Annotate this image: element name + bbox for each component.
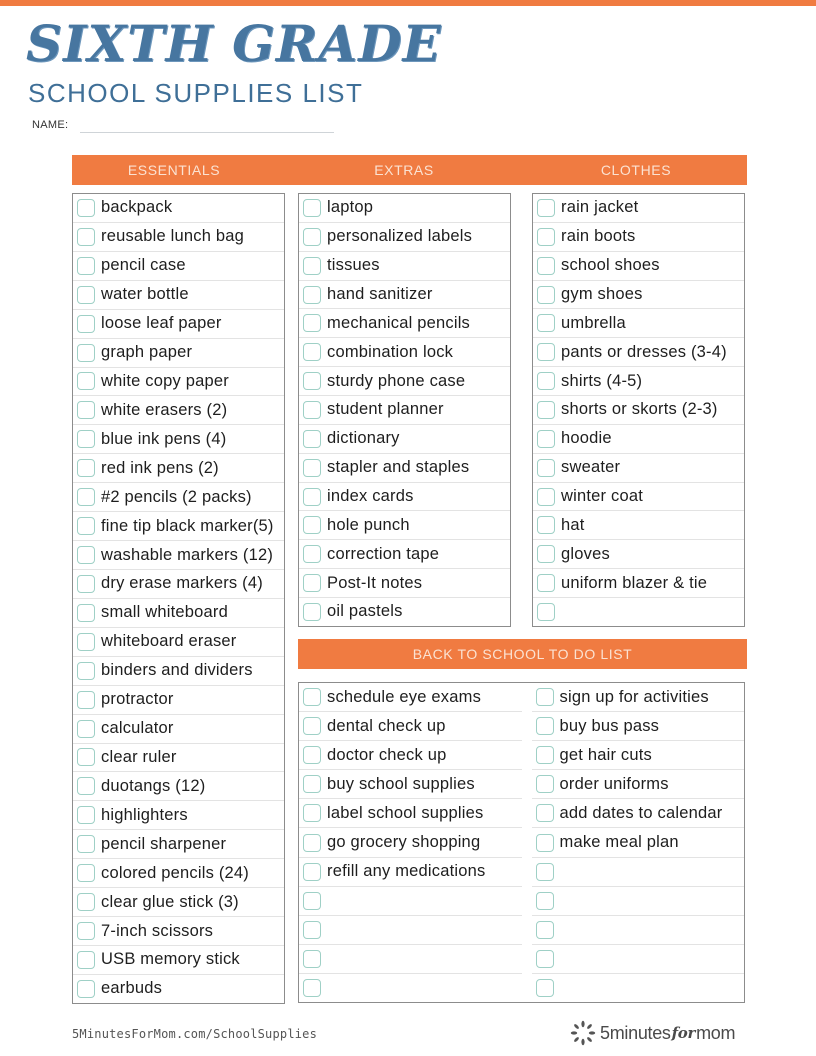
checkbox[interactable]	[303, 199, 321, 217]
header-clothes: CLOTHES	[600, 162, 672, 178]
checklist-item[interactable]	[299, 598, 510, 626]
checklist-item-label: clear ruler	[101, 747, 177, 766]
checklist-item[interactable]	[299, 683, 522, 712]
checklist-item-label: combination lock	[327, 342, 454, 361]
checklist-item[interactable]	[299, 540, 510, 569]
checklist-item-label: label school supplies	[327, 803, 484, 822]
checklist-item-label: hole punch	[327, 515, 410, 534]
checkbox[interactable]	[77, 980, 95, 998]
checkbox[interactable]	[303, 775, 321, 793]
checklist-item[interactable]	[299, 425, 510, 454]
checklist-item[interactable]	[73, 570, 284, 599]
checklist-item-label: fine tip black marker(5)	[101, 516, 274, 535]
checklist-item[interactable]	[73, 396, 284, 425]
checkbox[interactable]	[77, 691, 95, 709]
checklist-item[interactable]	[533, 454, 744, 483]
flower-burst-icon	[570, 1020, 596, 1046]
checklist-item[interactable]	[73, 744, 284, 773]
checklist-item[interactable]	[533, 396, 744, 425]
checklist-item[interactable]	[299, 281, 510, 310]
checkbox[interactable]	[303, 545, 321, 563]
checklist-item-label: USB memory stick	[101, 950, 240, 969]
checkbox[interactable]	[536, 979, 554, 997]
checkbox[interactable]	[303, 921, 321, 939]
checklist-item[interactable]	[73, 917, 284, 946]
checklist-item[interactable]	[73, 541, 284, 570]
checkbox[interactable]	[77, 488, 95, 506]
checkbox[interactable]	[77, 257, 95, 275]
checkbox[interactable]	[303, 257, 321, 275]
checklist-item-label: reusable lunch bag	[101, 227, 245, 246]
checklist-item-label: doctor check up	[327, 745, 447, 764]
checklist-item-label: white copy paper	[101, 371, 229, 390]
checklist-item-label: school shoes	[561, 256, 660, 275]
checklist-item[interactable]	[299, 945, 522, 974]
name-label: NAME:	[32, 119, 69, 131]
checklist-item[interactable]	[299, 828, 522, 857]
checklist-item-label: student planner	[327, 400, 444, 419]
checkbox[interactable]	[77, 430, 95, 448]
checklist-item-label: buy school supplies	[327, 774, 475, 793]
checklist-item[interactable]	[73, 194, 284, 223]
checklist-item[interactable]	[533, 569, 744, 598]
checkbox[interactable]	[537, 372, 555, 390]
checklist-item[interactable]	[73, 281, 284, 310]
checkbox[interactable]	[303, 950, 321, 968]
checklist-item[interactable]	[532, 945, 745, 974]
checklist-item[interactable]	[73, 830, 284, 859]
todo-list-left	[299, 683, 522, 1002]
todo-column-left	[299, 683, 522, 1002]
checklist-item-label: correction tape	[327, 544, 440, 563]
checklist-item[interactable]	[299, 396, 510, 425]
checkbox[interactable]	[77, 893, 95, 911]
checklist-item-label: loose leaf paper	[101, 314, 222, 333]
checklist-item-label: pencil case	[101, 256, 186, 275]
checklist-item-label: blue ink pens (4)	[101, 429, 227, 448]
checkbox[interactable]	[537, 314, 555, 332]
checklist-item[interactable]	[73, 512, 284, 541]
checklist-item[interactable]	[73, 339, 284, 368]
checklist-item[interactable]	[73, 599, 284, 628]
checkbox[interactable]	[303, 746, 321, 764]
checklist-item[interactable]	[299, 916, 522, 945]
checkbox[interactable]	[303, 603, 321, 621]
checklist-item[interactable]	[299, 799, 522, 828]
checkbox[interactable]	[537, 257, 555, 275]
checkbox[interactable]	[537, 228, 555, 246]
checklist-item-label: whiteboard eraser	[101, 632, 237, 651]
checklist-item[interactable]	[73, 975, 284, 1003]
checklist-item-label: small whiteboard	[101, 603, 229, 622]
checkbox[interactable]	[77, 315, 95, 333]
checklist-item-label: 7-inch scissors	[101, 921, 214, 940]
checkbox[interactable]	[77, 459, 95, 477]
checkbox[interactable]	[303, 286, 321, 304]
checkbox[interactable]	[303, 459, 321, 477]
checklist-item-label: clear glue stick (3)	[101, 892, 239, 911]
checkbox[interactable]	[77, 344, 95, 362]
checkbox[interactable]	[537, 401, 555, 419]
checklist-item[interactable]	[73, 628, 284, 657]
checkbox[interactable]	[536, 775, 554, 793]
section-header-bar	[72, 155, 747, 185]
checklist-item-label: sign up for activities	[559, 687, 709, 706]
checklist-item-label: colored pencils (24)	[101, 863, 249, 882]
checklist-item[interactable]	[532, 974, 745, 1002]
checklist-item-label: Post-It notes	[327, 573, 423, 592]
checkbox[interactable]	[303, 834, 321, 852]
checkbox[interactable]	[537, 545, 555, 563]
checklist-item[interactable]	[533, 425, 744, 454]
checklist-item[interactable]	[533, 194, 744, 223]
checkbox[interactable]	[303, 688, 321, 706]
top-accent-bar	[0, 0, 816, 6]
checkbox[interactable]	[77, 401, 95, 419]
checklist-item-label: duotangs (12)	[101, 776, 206, 795]
checkbox[interactable]	[77, 806, 95, 824]
clothes-list	[533, 194, 744, 626]
checkbox[interactable]	[303, 401, 321, 419]
checklist-item[interactable]	[73, 946, 284, 975]
checklist-item-label: hoodie	[561, 429, 612, 448]
checklist-item-label: refill any medications	[327, 862, 486, 881]
essentials-list	[73, 194, 284, 1003]
checklist-item[interactable]	[532, 858, 745, 887]
checklist-item[interactable]	[73, 454, 284, 483]
checkbox[interactable]	[303, 804, 321, 822]
checklist-item[interactable]	[533, 223, 744, 252]
checklist-item[interactable]	[533, 598, 744, 626]
checklist-item-label: earbuds	[101, 979, 163, 998]
checklist-item-label: gym shoes	[561, 285, 643, 303]
checklist-item-label: add dates to calendar	[559, 803, 723, 822]
checkbox[interactable]	[537, 343, 555, 361]
checklist-item[interactable]	[73, 888, 284, 917]
header-extras: EXTRAS	[374, 162, 434, 178]
checklist-item[interactable]	[299, 569, 510, 598]
checklist-item-label: personalized labels	[327, 227, 473, 246]
checklist-item-label: washable markers (12)	[101, 545, 274, 564]
checkbox[interactable]	[77, 864, 95, 882]
checklist-item[interactable]	[532, 770, 745, 799]
checklist-item-label: uniform blazer & tie	[561, 573, 708, 592]
checklist-item[interactable]	[299, 223, 510, 252]
checklist-item-label: graph paper	[101, 343, 193, 362]
checklist-item-label: rain boots	[561, 227, 636, 246]
checklist-item[interactable]	[73, 859, 284, 888]
checkbox[interactable]	[537, 459, 555, 477]
checklist-item-label: winter coat	[561, 487, 643, 506]
checkbox[interactable]	[536, 863, 554, 881]
checklist-item[interactable]	[299, 770, 522, 799]
checklist-item[interactable]	[532, 741, 745, 770]
todo-list-right	[532, 683, 745, 1002]
checklist-item-label: backpack	[101, 198, 173, 217]
todo-list-box	[298, 682, 745, 1003]
checkbox[interactable]	[536, 950, 554, 968]
checklist-item-label: rain jacket	[561, 198, 639, 217]
checkbox[interactable]	[77, 286, 95, 304]
checklist-item[interactable]	[533, 511, 744, 540]
checklist-item-label: calculator	[101, 719, 174, 738]
clothes-list-box	[532, 193, 745, 627]
checkbox[interactable]	[77, 748, 95, 766]
checkbox[interactable]	[303, 717, 321, 735]
checkbox[interactable]	[77, 922, 95, 940]
checklist-item[interactable]	[73, 686, 284, 715]
checklist-item[interactable]	[299, 858, 522, 887]
logo-text-mom: mom	[696, 1022, 736, 1043]
checklist-item-label: index cards	[327, 487, 414, 506]
checklist-item-label: order uniforms	[559, 774, 669, 793]
checkbox[interactable]	[303, 228, 321, 246]
checklist-item[interactable]	[73, 801, 284, 830]
checkbox[interactable]	[303, 516, 321, 534]
checkbox[interactable]	[77, 372, 95, 390]
checkbox[interactable]	[77, 546, 95, 564]
checklist-item-label: dry erase markers (4)	[101, 574, 263, 593]
checkbox[interactable]	[77, 662, 95, 680]
checklist-item-label: dictionary	[327, 429, 400, 448]
checklist-item[interactable]	[299, 194, 510, 223]
checklist-item[interactable]	[73, 483, 284, 512]
checkbox[interactable]	[303, 892, 321, 910]
checkbox[interactable]	[77, 228, 95, 246]
checklist-item-label: red ink pens (2)	[101, 458, 219, 477]
checklist-item[interactable]	[533, 309, 744, 338]
checklist-item[interactable]	[299, 454, 510, 483]
checklist-item[interactable]	[533, 540, 744, 569]
checklist-item[interactable]	[73, 252, 284, 281]
checklist-item[interactable]	[73, 425, 284, 454]
logo-text-for: for	[671, 1024, 696, 1042]
name-field-row	[32, 119, 334, 131]
checklist-item[interactable]	[299, 309, 510, 338]
checkbox[interactable]	[537, 488, 555, 506]
checklist-item[interactable]	[532, 799, 745, 828]
checklist-item[interactable]	[533, 483, 744, 512]
logo-text-5minutes: 5minutes	[600, 1022, 671, 1043]
checkbox[interactable]	[77, 835, 95, 853]
checkbox[interactable]	[536, 834, 554, 852]
checkbox[interactable]	[303, 979, 321, 997]
checkbox[interactable]	[303, 372, 321, 390]
checkbox[interactable]	[77, 951, 95, 969]
checklist-item[interactable]	[299, 338, 510, 367]
checkbox[interactable]	[77, 604, 95, 622]
checklist-item[interactable]	[532, 828, 745, 857]
checkbox[interactable]	[77, 720, 95, 738]
checkbox[interactable]	[536, 746, 554, 764]
checklist-item-label: get hair cuts	[559, 745, 652, 764]
checklist-item[interactable]	[299, 712, 522, 741]
checklist-item-label: stapler and staples	[327, 458, 470, 477]
checklist-item-label: highlighters	[101, 805, 188, 824]
checkbox[interactable]	[303, 574, 321, 592]
checklist-item[interactable]	[299, 974, 522, 1002]
checklist-item-label: sturdy phone case	[327, 371, 466, 390]
header-essentials: ESSENTIALS	[127, 162, 221, 178]
checklist-item[interactable]	[299, 741, 522, 770]
checkbox[interactable]	[77, 777, 95, 795]
checklist-item-label: gloves	[561, 544, 610, 563]
checklist-item-label: make meal plan	[559, 833, 679, 852]
checklist-item[interactable]	[532, 916, 745, 945]
checkbox[interactable]	[536, 688, 554, 706]
checklist-item[interactable]	[299, 483, 510, 512]
essentials-list-box	[72, 193, 285, 1004]
checklist-item[interactable]	[73, 368, 284, 397]
checklist-item[interactable]	[533, 367, 744, 396]
checklist-item-label: umbrella	[561, 313, 626, 332]
checklist-item-label: water bottle	[101, 285, 189, 304]
checkbox[interactable]	[537, 603, 555, 621]
checklist-item-label: oil pastels	[327, 602, 403, 621]
checklist-item-label: binders and dividers	[101, 661, 253, 680]
checkbox[interactable]	[303, 488, 321, 506]
checklist-item-label: dental check up	[327, 716, 446, 735]
checkbox[interactable]	[536, 892, 554, 910]
checkbox[interactable]	[303, 863, 321, 881]
checkbox[interactable]	[303, 314, 321, 332]
checkbox[interactable]	[537, 199, 555, 217]
checkbox[interactable]	[537, 516, 555, 534]
checklist-item[interactable]	[533, 338, 744, 367]
checklist-item-label: white erasers (2)	[101, 400, 228, 419]
todo-column-right	[522, 683, 745, 1002]
checkbox[interactable]	[77, 575, 95, 593]
extras-list-box	[298, 193, 511, 627]
checklist-item[interactable]	[299, 252, 510, 281]
checklist-item[interactable]	[532, 683, 745, 712]
checklist-item-label: shorts or skorts (2-3)	[561, 400, 718, 419]
checklist-item-label: schedule eye exams	[327, 687, 482, 706]
checkbox[interactable]	[537, 574, 555, 592]
header-todo: BACK TO SCHOOL TO DO LIST	[412, 646, 633, 662]
checkbox[interactable]	[537, 286, 555, 304]
extras-list	[299, 194, 510, 626]
page-title: SIXTH GRADE	[26, 14, 442, 73]
checklist-item[interactable]	[299, 367, 510, 396]
todo-header-bar	[298, 639, 747, 669]
name-input-line[interactable]	[80, 132, 334, 133]
checklist-item[interactable]	[299, 511, 510, 540]
checklist-item-label: #2 pencils (2 packs)	[101, 487, 252, 506]
checkbox[interactable]	[536, 921, 554, 939]
checklist-item-label: laptop	[327, 198, 374, 217]
checkbox[interactable]	[536, 717, 554, 735]
checklist-item[interactable]	[533, 281, 744, 310]
checkbox[interactable]	[77, 633, 95, 651]
checklist-item-label: protractor	[101, 690, 174, 709]
checklist-item-label: mechanical pencils	[327, 313, 471, 332]
checklist-item[interactable]	[73, 310, 284, 339]
checklist-item-label: shirts (4-5)	[561, 371, 643, 390]
checklist-item[interactable]	[73, 772, 284, 801]
footer-url: 5MinutesForMom.com/SchoolSupplies	[72, 1027, 318, 1041]
checklist-item[interactable]	[532, 887, 745, 916]
checkbox[interactable]	[303, 430, 321, 448]
checkbox[interactable]	[77, 199, 95, 217]
checklist-item-label: hat	[561, 515, 585, 534]
checklist-item-label: tissues	[327, 256, 380, 275]
checklist-item-label: go grocery shopping	[327, 833, 481, 852]
page-subtitle: SCHOOL SUPPLIES LIST	[28, 78, 364, 108]
checkbox[interactable]	[77, 517, 95, 535]
checklist-item[interactable]	[73, 657, 284, 686]
checklist-item[interactable]	[532, 712, 745, 741]
checkbox[interactable]	[303, 343, 321, 361]
checklist-item[interactable]	[73, 223, 284, 252]
checklist-item[interactable]	[299, 887, 522, 916]
checklist-item-label: buy bus pass	[559, 716, 660, 735]
checkbox[interactable]	[536, 804, 554, 822]
checklist-item-label: pants or dresses (3-4)	[561, 342, 727, 361]
checklist-item-label: sweater	[561, 458, 621, 477]
footer-logo	[570, 1020, 735, 1046]
checkbox[interactable]	[537, 430, 555, 448]
checklist-item[interactable]	[533, 252, 744, 281]
checklist-item-label: pencil sharpener	[101, 834, 227, 853]
checklist-item-label: hand sanitizer	[327, 285, 433, 303]
checklist-item[interactable]	[73, 715, 284, 744]
